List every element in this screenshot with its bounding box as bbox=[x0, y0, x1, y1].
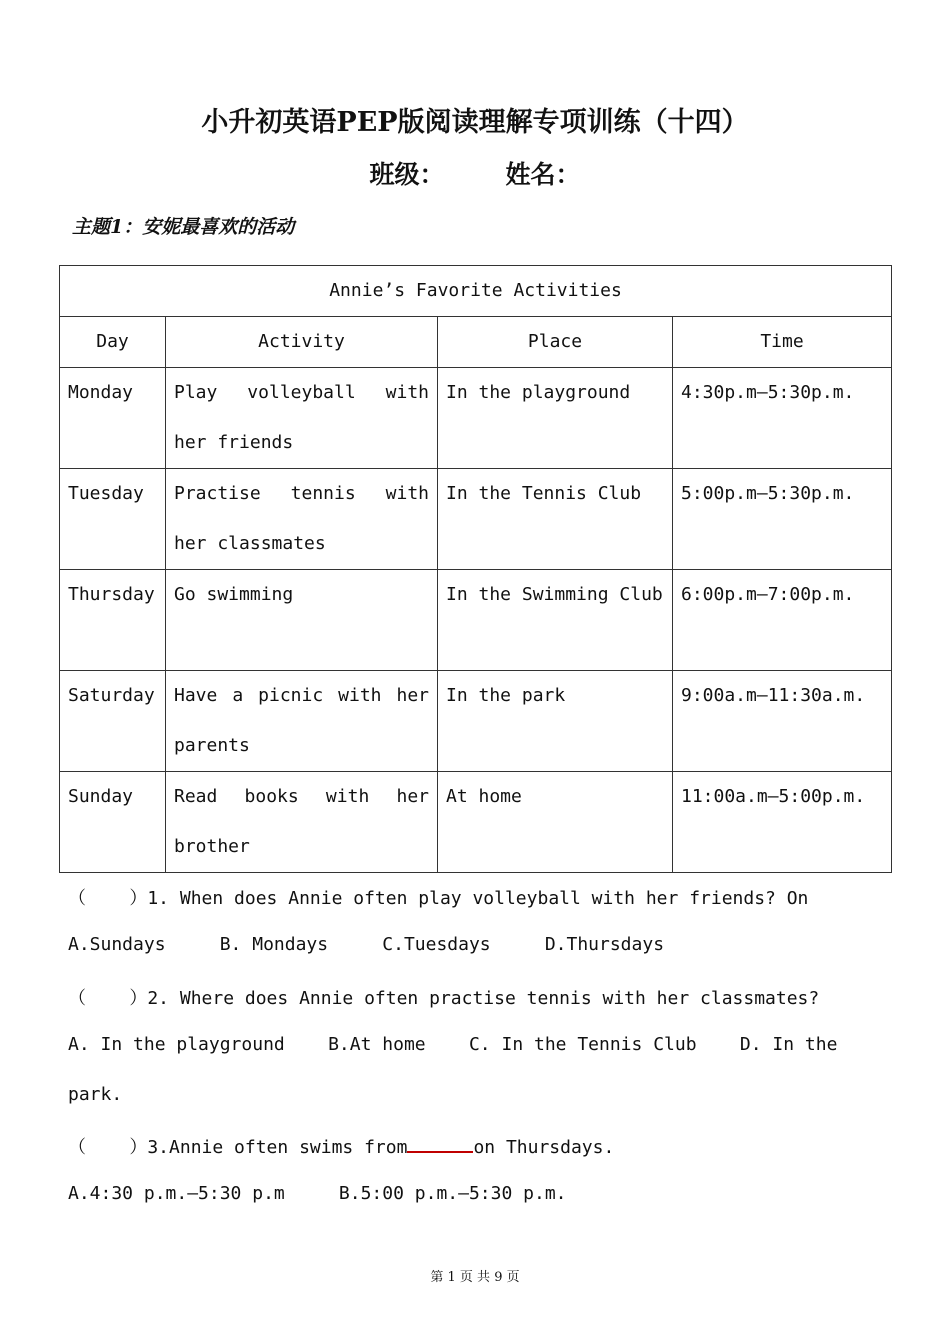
cell-time: 4:30p.m—5:30p.m. bbox=[673, 368, 892, 469]
column-header-time: Time bbox=[673, 317, 892, 368]
question-1-options: A.Sundays B. Mondays C.Tuesdays D.Thursdays bbox=[68, 934, 665, 955]
cell-activity: Have a picnic with her parents bbox=[166, 671, 438, 772]
column-header-day: Day bbox=[60, 317, 166, 368]
cell-activity: Read books with her brother bbox=[166, 772, 438, 873]
page-footer: 第 1 页 共 9 页 bbox=[430, 1270, 520, 1285]
cell-day: Tuesday bbox=[60, 469, 166, 570]
cell-time: 6:00p.m—7:00p.m. bbox=[673, 570, 892, 671]
topic-heading: 主题1：安妮最喜欢的活动 bbox=[72, 216, 295, 238]
answer-blank[interactable] bbox=[407, 1133, 473, 1153]
cell-activity: Practise tennis with her classmates bbox=[166, 469, 438, 570]
cell-day: Saturday bbox=[60, 671, 166, 772]
table-row bbox=[60, 368, 892, 469]
cell-place: In the Tennis Club bbox=[438, 469, 673, 570]
cell-day: Sunday bbox=[60, 772, 166, 873]
table-row bbox=[60, 469, 892, 570]
question-2-stem: （ ）2. Where does Annie often practise tennis with her classmates? bbox=[68, 988, 820, 1009]
question-3-stem-after: on Thursdays. bbox=[473, 1137, 615, 1158]
page-title: 小升初英语PEP版阅读理解专项训练（十四） bbox=[201, 107, 749, 138]
cell-day: Monday bbox=[60, 368, 166, 469]
table-row bbox=[60, 570, 892, 671]
column-header-place: Place bbox=[438, 317, 673, 368]
question-3-options: A.4:30 p.m.—5:30 p.m B.5:00 p.m.—5:30 p.m. bbox=[68, 1183, 567, 1204]
table-row bbox=[60, 671, 892, 772]
question-1-stem: （ ）1. When does Annie often play volleyball with her friends? On bbox=[68, 888, 809, 909]
question-3-stem-before: （ ）3.Annie often swims from bbox=[68, 1137, 408, 1158]
question-2-options: A. In the playground B.At home C. In the Tennis Club D. In the bbox=[68, 1034, 838, 1055]
table-caption: Annie’s Favorite Activities bbox=[60, 266, 892, 317]
table-header-row bbox=[60, 317, 892, 368]
question-3-stem bbox=[68, 1133, 614, 1159]
cell-place: At home bbox=[438, 772, 673, 873]
cell-activity: Go swimming bbox=[166, 570, 438, 671]
cell-place: In the playground bbox=[438, 368, 673, 469]
activities-table bbox=[59, 265, 892, 873]
question-2-options-continued: park. bbox=[68, 1084, 123, 1105]
cell-place: In the Swimming Club bbox=[438, 570, 673, 671]
cell-day: Thursday bbox=[60, 570, 166, 671]
cell-place: In the park bbox=[438, 671, 673, 772]
table-row bbox=[60, 772, 892, 873]
cell-time: 11:00a.m—5:00p.m. bbox=[673, 772, 892, 873]
cell-activity: Play volleyball with her friends bbox=[166, 368, 438, 469]
column-header-activity: Activity bbox=[166, 317, 438, 368]
cell-time: 9:00a.m—11:30a.m. bbox=[673, 671, 892, 772]
cell-time: 5:00p.m—5:30p.m. bbox=[673, 469, 892, 570]
class-name-line: 班级： 姓名： bbox=[369, 160, 581, 189]
